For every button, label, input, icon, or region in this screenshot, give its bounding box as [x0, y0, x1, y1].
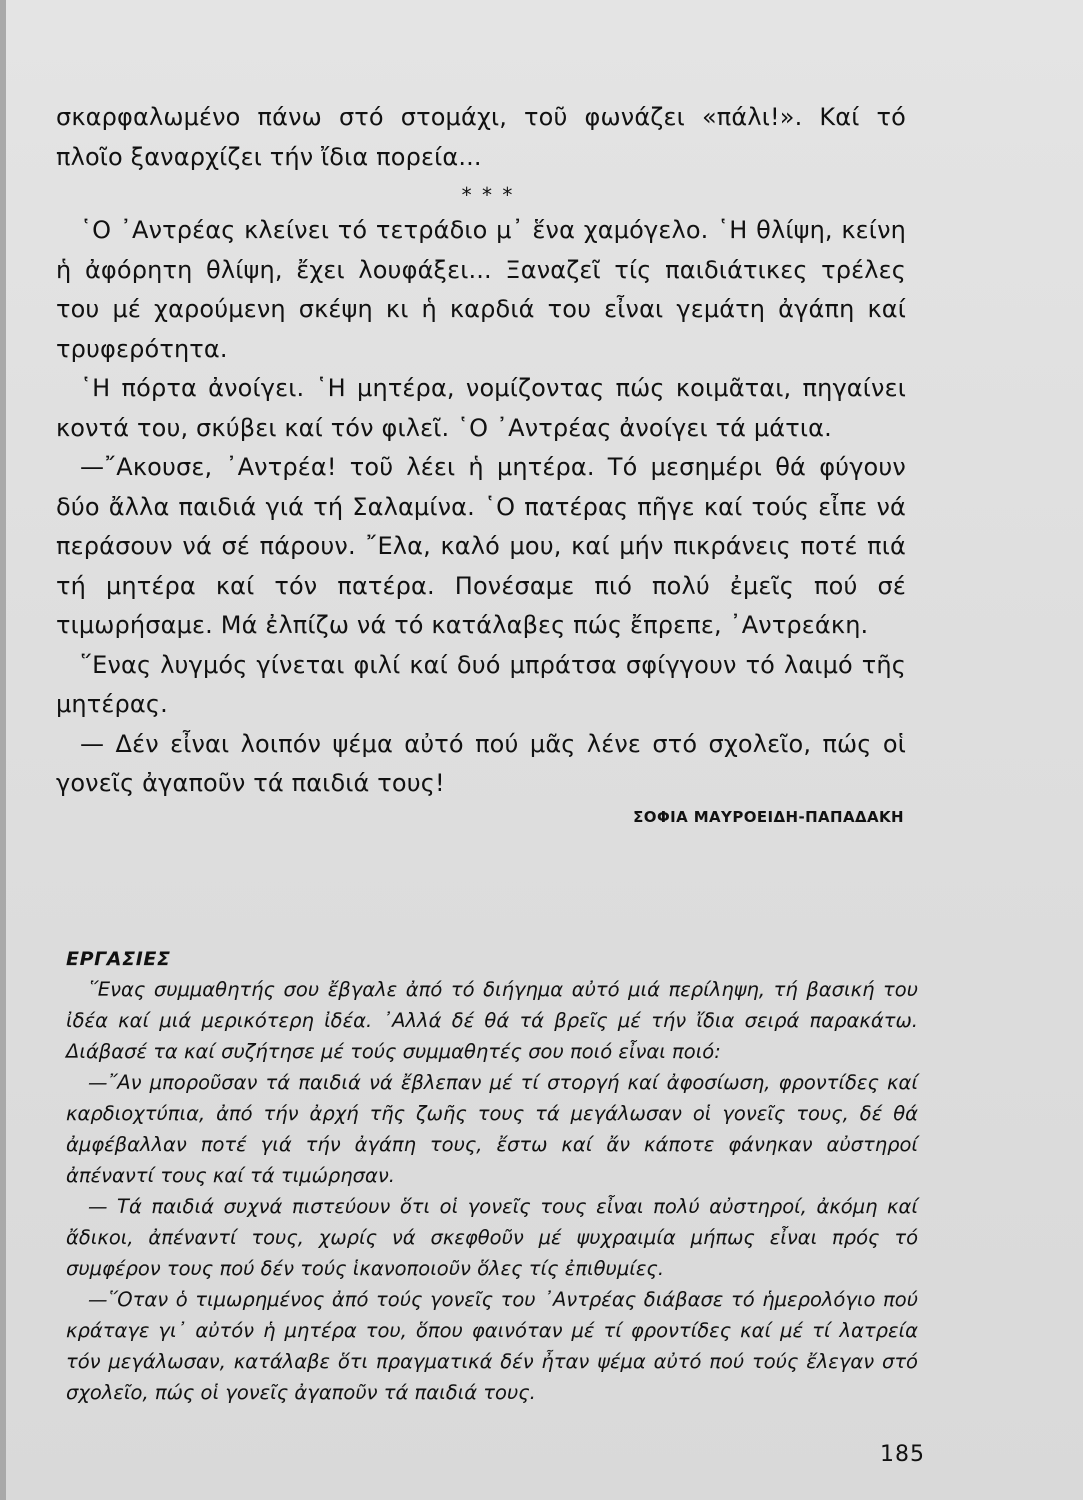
story-paragraph: ῞Ενας λυγμός γίνεται φιλί καί δυό μπράτσα σφίγγουν τό λαιμό τῆς μητέρας.	[56, 650, 906, 718]
story-paragraph-opening: σκαρφαλωμένο πάνω στό στομάχι, τοῦ φωνάζει «πάλι!». Καί τό πλοῖο ξαναρχίζει τήν ἴδια πορεία...	[56, 103, 906, 171]
story-text	[56, 98, 906, 826]
exercise-paragraph: —῞Οταν ὁ τιμωρημένος ἀπό τούς γονεῖς του ᾽Αντρέας διάβασε τό ἡμερολόγιο πού κράταγε γι᾽ αὐτόν ἡ μητέρα του, ὅπου φαινόταν μέ τί φροντίδες καί μέ τί λατρεία τόν μεγάλωσαν, κατάλαβε ὅτι πραγματικά δέν ἦταν ψέμα αὐτό πού τούς ἔλεγαν στό σχολεῖο, πώς οἱ γονεῖς ἀγαποῦν τά παιδιά τους.	[66, 1288, 918, 1404]
page-binding-edge	[0, 0, 6, 1500]
page-number: 185	[880, 1442, 925, 1467]
author-name: ΣΟΦΙΑ ΜΑΥΡΟΕΙΔΗ-ΠΑΠΑΔΑΚΗ	[633, 807, 904, 826]
exercise-paragraph: — Τά παιδιά συχνά πιστεύουν ὅτι οἱ γονεῖς τους εἶναι πολύ αὐστηροί, ἀκόμη καί ἄδικοι, ἀπέναντί τους, χωρίς νά σκεφθοῦν μέ ψυχραιμία μήπως εἶναι πρός τό συμφέρον τους πού δέν τούς ἱκανοποιοῦν ὅλες τίς ἐπιθυμίες.	[66, 1195, 918, 1280]
story-paragraph: — Δέν εἶναι λοιπόν ψέμα αὐτό πού μᾶς λένε στό σχολεῖο, πώς οἱ γονεῖς ἀγαποῦν τά παιδιά τους!	[56, 729, 906, 797]
section-separator: * * *	[461, 183, 515, 207]
exercise-paragraph: —῎Αν μποροῦσαν τά παιδιά νά ἔβλεπαν μέ τί στοργή καί ἀφοσίωση, φροντίδες καί καρδιοχτύπια, ἀπό τήν ἀρχή τῆς ζωῆς τους τά μεγάλωσαν οἱ γονεῖς τους, δέ θά ἀμφέβαλλαν ποτέ γιά τήν ἀγάπη τους, ἔστω καί ἄν κάποτε φάνηκαν αὐστηροί ἀπέναντί τους καί τά τιμώρησαν.	[66, 1071, 918, 1187]
story-paragraph: ῾Ο ᾽Αντρέας κλείνει τό τετράδιο μ᾽ ἕνα χαμόγελο. ῾Η θλίψη, κείνη ἡ ἀφόρητη θλίψη, ἔχει λουφάξει... Ξαναζεῖ τίς παιδιάτικες τρέλες του μέ χαρούμενη σκέψη κι ἡ καρδιά του εἶναι γεμάτη ἀγάπη καί τρυφερότητα.	[56, 216, 906, 363]
exercise-paragraph: ῞Ενας συμμαθητής σου ἔβγαλε ἀπό τό διήγημα αὐτό μιά περίληψη, τή βασική του ἰδέα καί μιά μερικότερη ἰδέα. ᾽Αλλά δέ θά τά βρεῖς μέ τήν ἴδια σειρά παρακάτω. Διάβασέ τα καί συζήτησε μέ τούς συμμαθητές σου ποιό εἶναι ποιό:	[66, 978, 918, 1063]
exercises-heading: ΕΡΓΑΣΙΕΣ	[66, 948, 171, 970]
exercises-section	[66, 948, 918, 1408]
story-paragraph: ῾Η πόρτα ἀνοίγει. ῾Η μητέρα, νομίζοντας πώς κοιμᾶται, πηγαίνει κοντά του, σκύβει καί τόν φιλεῖ. ῾Ο ᾽Αντρέας ἀνοίγει τά μάτια.	[56, 374, 906, 442]
story-paragraph: —῎Ακουσε, ᾽Αντρέα! τοῦ λέει ἡ μητέρα. Τό μεσημέρι θά φύγουν δύο ἄλλα παιδιά γιά τή Σαλαμίνα. ῾Ο πατέρας πῆγε καί τούς εἶπε νά περάσουν νά σέ πάρουν. ῎Ελα, καλό μου, καί μήν πικράνεις ποτέ πιά τή μητέρα καί τόν πατέρα. Πονέσαμε πιό πολύ ἐμεῖς πού σέ τιμωρήσαμε. Μά ἐλπίζω νά τό κατάλαβες πώς ἔπρεπε, ᾽Αντρεάκη.	[56, 453, 906, 639]
